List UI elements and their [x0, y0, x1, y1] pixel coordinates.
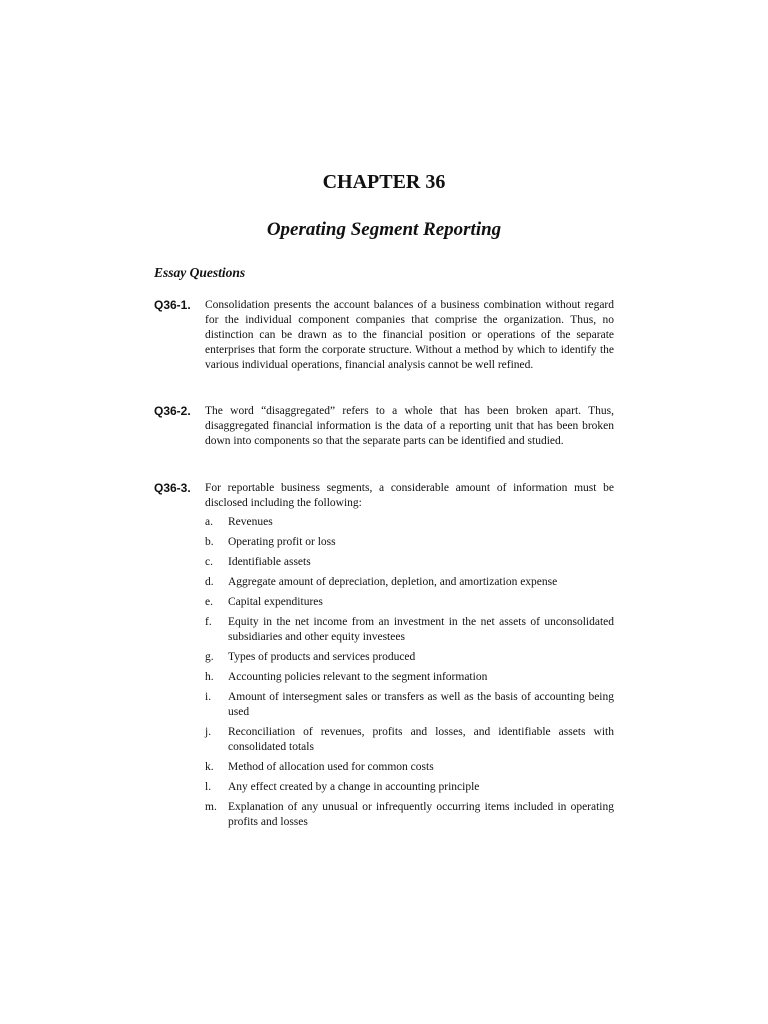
question-label: Q36-2. [154, 404, 191, 418]
list-item [205, 670, 614, 685]
question-label: Q36-3. [154, 481, 191, 495]
list-marker: l. [205, 781, 212, 793]
list-item-text: Aggregate amount of depreciation, depletion, and amortization expense [228, 576, 558, 588]
list-item-text: Operating profit or loss [228, 536, 336, 548]
list-marker: h. [205, 671, 214, 683]
list-item-text: Accounting policies relevant to the segment information [228, 671, 488, 683]
section-heading: Essay Questions [154, 265, 246, 280]
question-q36-1 [154, 298, 614, 373]
list-item [205, 615, 614, 645]
question-text: For reportable business segments, a considerable amount of information must be disclosed including the following: [205, 482, 614, 509]
list-marker: j. [205, 726, 212, 738]
list-item [205, 515, 614, 530]
list-marker: c. [205, 556, 213, 568]
list-item [205, 800, 614, 830]
list-item-text: Reconciliation of revenues, profits and losses, and identifiable assets with consolidated totals [228, 726, 614, 753]
list-item [205, 780, 614, 795]
list-item [205, 595, 614, 610]
list-item [205, 535, 614, 550]
list-marker: g. [205, 651, 214, 663]
question-q36-2 [154, 404, 614, 449]
list-item-text: Identifiable assets [228, 556, 311, 568]
list-item [205, 555, 614, 570]
question-label: Q36-1. [154, 298, 191, 312]
list-marker: a. [205, 516, 213, 528]
question-text: The word “disaggregated” refers to a whole that has been broken apart. Thus, disaggregated financial information is the data of a reporting unit that has been broken down into components so that the separate parts can be identified and studied. [205, 405, 614, 447]
list-item [205, 650, 614, 665]
chapter-title: CHAPTER 36 [322, 171, 446, 193]
list-item [205, 690, 614, 720]
list-item-text: Equity in the net income from an investment in the net assets of unconsolidated subsidiaries and other equity investees [228, 616, 614, 643]
list-item-text: Revenues [228, 516, 273, 528]
list-item [205, 575, 614, 590]
list-marker: d. [205, 576, 214, 588]
question-q36-3 [154, 481, 614, 835]
list-item [205, 725, 614, 755]
disclosure-list [205, 515, 614, 830]
list-marker: b. [205, 536, 214, 548]
list-item [205, 760, 614, 775]
list-item-text: Capital expenditures [228, 596, 323, 608]
list-marker: f. [205, 616, 212, 628]
list-marker: e. [205, 596, 213, 608]
list-item-text: Amount of intersegment sales or transfers as well as the basis of accounting being used [228, 691, 614, 718]
question-text: Consolidation presents the account balances of a business combination without regard for the individual component companies that comprise the organization. Thus, no distinction can be drawn as to the financial position or operations of the separate enterprises that form the corporate structure. Without a method by which to identify the various individual operations, financial analysis cannot be well refined. [205, 299, 614, 371]
list-marker: m. [205, 801, 217, 813]
list-marker: k. [205, 761, 214, 773]
list-item-text: Types of products and services produced [228, 651, 416, 663]
list-item-text: Any effect created by a change in accounting principle [228, 781, 480, 793]
list-item-text: Explanation of any unusual or infrequently occurring items included in operating profits and losses [228, 801, 614, 828]
chapter-subtitle: Operating Segment Reporting [266, 219, 502, 240]
list-item-text: Method of allocation used for common costs [228, 761, 434, 773]
list-marker: i. [205, 691, 212, 703]
